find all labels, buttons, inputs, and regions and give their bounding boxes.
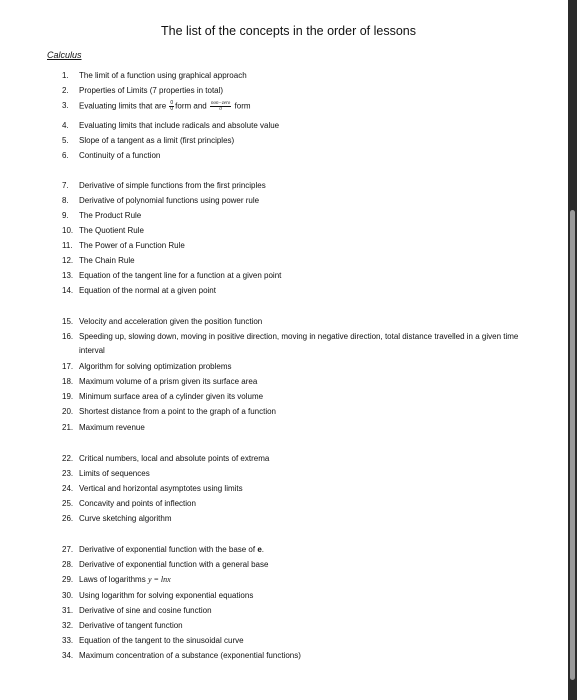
item-number: 10. [62, 226, 74, 235]
item-text [79, 575, 171, 585]
item-number: 25. [62, 499, 74, 508]
item-number: 34. [62, 651, 74, 660]
item-text: Velocity and acceleration given the position function [79, 317, 263, 326]
item-text: Properties of Limits (7 properties in total) [79, 86, 224, 95]
list-item [62, 621, 183, 631]
item-text-post: . [261, 545, 265, 554]
list-item [62, 407, 276, 417]
item-number: 17. [62, 362, 74, 371]
list-item [62, 392, 263, 402]
item-number: 31. [62, 606, 74, 615]
list-item [62, 271, 281, 281]
item-number: 33. [62, 636, 74, 645]
item-text: Minimum surface area of a cylinder given its volume [79, 392, 264, 401]
item-number: 12. [62, 256, 74, 265]
item-number: 32. [62, 621, 74, 630]
list-item [62, 101, 251, 112]
item-text: Critical numbers, local and absolute points of extrema [79, 454, 270, 463]
nonzero-over-zero-fraction [210, 101, 231, 112]
fraction-numerator: non−zero [210, 101, 231, 106]
item-text: Limits of sequences [79, 469, 150, 478]
item-text: Maximum volume of a prism given its surface area [79, 377, 258, 386]
item-text-mid: form and [175, 101, 207, 111]
list-item [62, 454, 269, 464]
item-text-main: Laws of logarithms [79, 575, 146, 584]
item-number: 18. [62, 377, 74, 386]
list-item [62, 136, 234, 146]
fraction-denominator: 0 [219, 107, 222, 112]
item-number: 7. [62, 181, 69, 190]
item-text: Shortest distance from a point to the graph of a function [79, 407, 277, 416]
list-item [62, 121, 279, 131]
list-item [62, 317, 262, 327]
list-item [62, 575, 171, 585]
item-number: 11. [62, 241, 73, 250]
item-text: Speeding up, slowing down, moving in positive direction, moving in negative direction, total distance travelled in a given time interval [79, 332, 519, 355]
list-item [62, 362, 232, 372]
list-item [62, 423, 145, 433]
list-item [62, 151, 160, 161]
item-text-post: form [234, 101, 251, 111]
item-text: Evaluating limits that include radicals and absolute value [79, 121, 280, 130]
item-text: Maximum concentration of a substance (exponential functions) [79, 651, 301, 660]
section-heading: Calculus [47, 50, 82, 60]
item-number: 15. [62, 317, 74, 326]
list-item [62, 211, 141, 221]
item-text: Derivative of polynomial functions using power rule [79, 196, 260, 205]
item-text: Derivative of simple functions from the first principles [79, 181, 266, 190]
list-item [62, 514, 171, 524]
item-number: 9. [62, 211, 69, 220]
item-text-pre: Evaluating limits that are [79, 101, 167, 111]
list-item [62, 181, 266, 191]
vertical-scrollbar[interactable] [568, 0, 577, 700]
item-number: 14. [62, 286, 74, 295]
scrollbar-thumb[interactable] [570, 210, 575, 680]
item-text: The Quotient Rule [79, 226, 144, 235]
item-text: Maximum revenue [79, 423, 145, 432]
item-number: 27. [62, 545, 74, 554]
item-text: The limit of a function using graphical approach [79, 71, 247, 80]
item-text: Equation of the normal at a given point [79, 286, 216, 295]
item-text: Algorithm for solving optimization problems [79, 362, 232, 371]
item-number: 4. [62, 121, 69, 130]
item-text-bold-e: e [257, 545, 262, 554]
list-item [62, 484, 243, 494]
item-text: Curve sketching algorithm [79, 514, 172, 523]
list-item [62, 606, 212, 616]
item-number: 13. [62, 271, 74, 280]
list-item [62, 241, 185, 251]
item-number: 29. [62, 575, 74, 584]
item-text: Equation of the tangent to the sinusoidal curve [79, 636, 244, 645]
item-number: 30. [62, 591, 74, 600]
item-text: Using logarithm for solving exponential equations [79, 591, 254, 600]
list-item [62, 560, 268, 570]
list-item [62, 332, 539, 358]
item-text: Derivative of tangent function [79, 621, 183, 630]
fraction-numerator: 0 [170, 100, 174, 106]
item-math: y = lnx [147, 575, 171, 584]
item-text: Continuity of a function [79, 151, 161, 160]
item-number: 16. [62, 332, 74, 341]
item-number: 22. [62, 454, 74, 463]
item-number: 19. [62, 392, 74, 401]
page-title: The list of the concepts in the order of lessons [161, 24, 416, 38]
item-text: Derivative of sine and cosine function [79, 606, 212, 615]
item-text: The Power of a Function Rule [79, 241, 185, 250]
item-text [79, 101, 251, 112]
zero-over-zero-fraction [169, 101, 174, 112]
list-item [62, 71, 247, 81]
item-text: Concavity and points of inflection [79, 499, 196, 508]
item-number: 5. [62, 136, 69, 145]
item-number: 6. [62, 151, 69, 160]
list-item [62, 196, 259, 206]
list-item [62, 469, 150, 479]
list-item [62, 591, 253, 601]
item-number: 2. [62, 86, 69, 95]
list-item [62, 499, 196, 509]
item-number: 28. [62, 560, 74, 569]
item-text-main: Derivative of exponential function with the base of [79, 545, 256, 554]
item-number: 21. [62, 423, 74, 432]
item-number: 20. [62, 407, 74, 416]
item-text: Vertical and horizontal asymptotes using limits [79, 484, 243, 493]
item-number: 23. [62, 469, 74, 478]
item-text: Derivative of exponential function with a general base [79, 560, 269, 569]
list-item [62, 286, 216, 296]
list-item [62, 651, 301, 661]
list-item [62, 377, 257, 387]
item-number: 24. [62, 484, 74, 493]
list-item [62, 256, 135, 266]
item-text: The Chain Rule [79, 256, 135, 265]
item-number: 8. [62, 196, 69, 205]
list-item [62, 545, 264, 555]
item-number: 1. [62, 71, 69, 80]
list-item [62, 226, 144, 236]
item-text: The Product Rule [79, 211, 142, 220]
list-item [62, 636, 244, 646]
item-number: 26. [62, 514, 74, 523]
list-item [62, 86, 223, 96]
item-text: Equation of the tangent line for a function at a given point [79, 271, 282, 280]
fraction-denominator: 0 [170, 106, 174, 112]
item-text [79, 545, 264, 555]
item-number: 3. [62, 101, 69, 110]
item-text: Slope of a tangent as a limit (first principles) [79, 136, 235, 145]
